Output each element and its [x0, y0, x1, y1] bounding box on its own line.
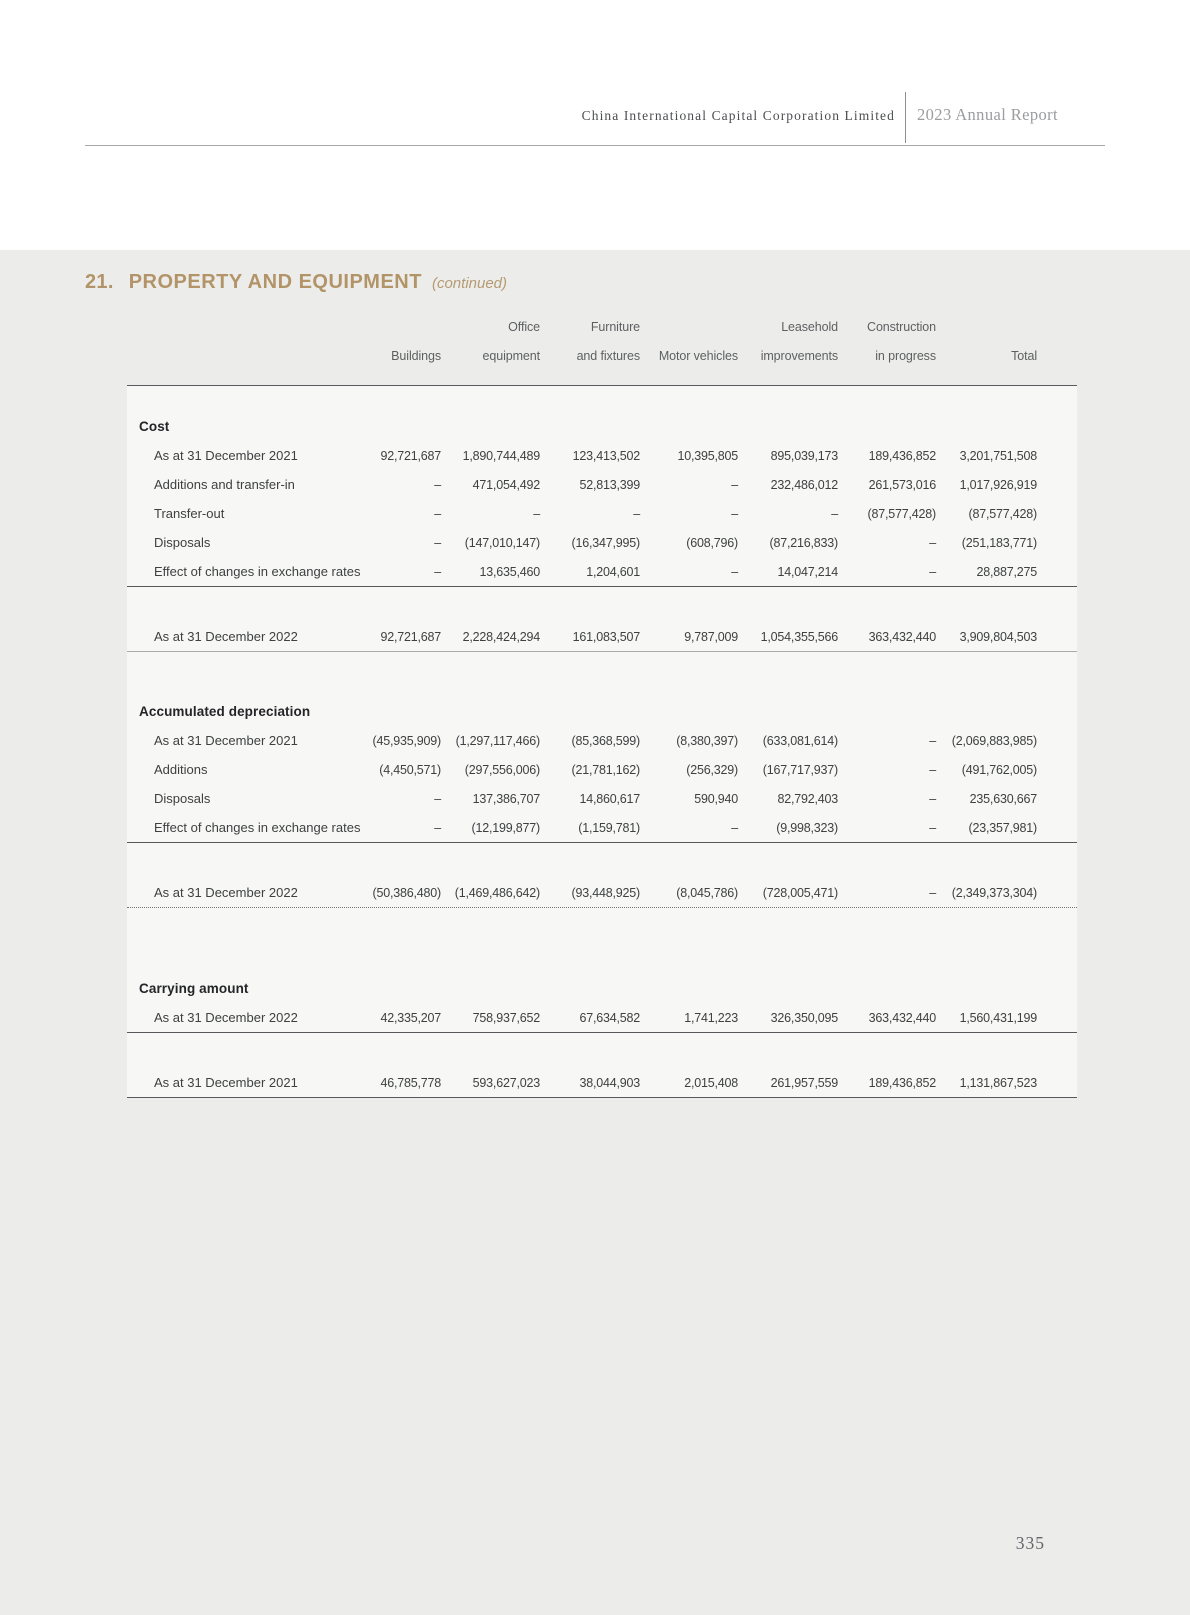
- cell-value: (2,069,883,985): [951, 733, 1037, 748]
- table-gap: [127, 587, 1077, 622]
- column-header-line1: [357, 312, 441, 341]
- cell-value: (87,216,833): [769, 535, 838, 550]
- row-label: Accumulated depreciation: [139, 704, 311, 719]
- cell-value: –: [731, 564, 738, 579]
- cell-value: 14,047,214: [777, 564, 838, 579]
- cell-value: –: [533, 506, 540, 521]
- table-row: [127, 528, 1037, 557]
- table-row: [127, 499, 1037, 528]
- cell-value: 3,201,751,508: [959, 448, 1037, 463]
- cell-value: –: [929, 885, 936, 900]
- column-header: [838, 312, 936, 370]
- table-body: [127, 386, 1077, 1098]
- cell-value: 363,432,440: [868, 629, 936, 644]
- column-header: [357, 312, 441, 370]
- cell-value: 1,131,867,523: [959, 1075, 1037, 1090]
- cell-value: 758,937,652: [472, 1010, 540, 1025]
- cell-value: (8,045,786): [676, 885, 738, 900]
- table-row: [127, 1003, 1037, 1032]
- cell-value: (8,380,397): [676, 733, 738, 748]
- row-label: Additions: [154, 762, 208, 777]
- cell-value: –: [731, 477, 738, 492]
- cell-value: 1,560,431,199: [959, 1010, 1037, 1025]
- cell-value: 46,785,778: [380, 1075, 441, 1090]
- table-row: [127, 726, 1037, 755]
- cell-value: 235,630,667: [969, 791, 1037, 806]
- row-label: As at 31 December 2022: [154, 629, 298, 644]
- column-header-line1: Furniture: [590, 319, 640, 334]
- table-row: [127, 470, 1037, 499]
- cell-value: (491,762,005): [961, 762, 1037, 777]
- cell-value: (1,469,486,642): [454, 885, 540, 900]
- cell-value: (256,329): [686, 762, 738, 777]
- cell-value: (633,081,614): [762, 733, 838, 748]
- cell-value: (251,183,771): [961, 535, 1037, 550]
- column-header-line2: in progress: [875, 348, 936, 363]
- cell-value: 14,860,617: [579, 791, 640, 806]
- column-header: [936, 312, 1037, 370]
- cell-value: 590,940: [694, 791, 738, 806]
- section-title-row: [127, 412, 1037, 441]
- cell-value: (167,717,937): [762, 762, 838, 777]
- column-header-line1: Leasehold: [781, 319, 838, 334]
- cell-value: 261,957,559: [770, 1075, 838, 1090]
- cell-value: 2,228,424,294: [462, 629, 540, 644]
- cell-value: –: [831, 506, 838, 521]
- section-heading: [85, 271, 507, 294]
- table-header: [127, 312, 1077, 386]
- cell-value: 13,635,460: [479, 564, 540, 579]
- cell-value: 92,721,687: [380, 629, 441, 644]
- column-header: [540, 312, 640, 370]
- table-gap: [127, 386, 1077, 412]
- company-name: China International Capital Corporation Limited: [581, 108, 895, 123]
- total-row: [127, 622, 1037, 651]
- cell-value: 1,204,601: [586, 564, 640, 579]
- column-header-line2: and fixtures: [576, 348, 640, 363]
- cell-value: (608,796): [686, 535, 738, 550]
- cell-value: 261,573,016: [868, 477, 936, 492]
- header-divider: [905, 92, 906, 143]
- cell-value: 52,813,399: [579, 477, 640, 492]
- cell-value: –: [929, 820, 936, 835]
- cell-value: 28,887,275: [976, 564, 1037, 579]
- section-title-row: [127, 697, 1037, 726]
- cell-value: (297,556,006): [464, 762, 540, 777]
- cell-value: (93,448,925): [571, 885, 640, 900]
- cell-value: –: [929, 791, 936, 806]
- cell-value: (50,386,480): [372, 885, 441, 900]
- row-label: Effect of changes in exchange rates: [154, 564, 361, 579]
- table-rule: [127, 1097, 1077, 1098]
- row-label: As at 31 December 2022: [154, 885, 298, 900]
- cell-value: (728,005,471): [762, 885, 838, 900]
- cell-value: –: [929, 535, 936, 550]
- cell-value: 2,015,408: [684, 1075, 738, 1090]
- section-title-row: [127, 974, 1037, 1003]
- row-label: Transfer-out: [154, 506, 225, 521]
- cell-value: –: [929, 564, 936, 579]
- cell-value: (1,297,117,466): [455, 733, 540, 748]
- cell-value: 38,044,903: [579, 1075, 640, 1090]
- column-header-line1: Office: [508, 319, 540, 334]
- cell-value: (21,781,162): [571, 762, 640, 777]
- row-label: As at 31 December 2022: [154, 1010, 298, 1025]
- table-gap: [127, 652, 1077, 697]
- cell-value: 42,335,207: [380, 1010, 441, 1025]
- cell-value: 189,436,852: [868, 1075, 936, 1090]
- column-header-line2: equipment: [482, 348, 540, 363]
- cell-value: 3,909,804,503: [959, 629, 1037, 644]
- total-row: [127, 878, 1037, 907]
- column-header-line2: Buildings: [391, 348, 441, 363]
- column-header: [441, 312, 540, 370]
- section-title: PROPERTY AND EQUIPMENT: [128, 271, 422, 293]
- column-header: [738, 312, 838, 370]
- cell-value: 1,890,744,489: [462, 448, 540, 463]
- column-header-line1: [640, 312, 738, 341]
- table-row: [127, 557, 1037, 586]
- cell-value: 232,486,012: [770, 477, 838, 492]
- row-label: Cost: [139, 419, 170, 434]
- table-gap: [127, 1033, 1077, 1068]
- cell-value: –: [434, 791, 441, 806]
- cell-value: 1,017,926,919: [959, 477, 1037, 492]
- cell-value: 92,721,687: [380, 448, 441, 463]
- row-label: Effect of changes in exchange rates: [154, 820, 361, 835]
- row-label: Additions and transfer-in: [154, 477, 295, 492]
- cell-value: 1,054,355,566: [760, 629, 838, 644]
- cell-value: 593,627,023: [472, 1075, 540, 1090]
- property-equipment-table: [127, 312, 1077, 1098]
- table-row: [127, 441, 1037, 470]
- cell-value: –: [633, 506, 640, 521]
- column-header-line1: Construction: [867, 319, 936, 334]
- cell-value: (23,357,981): [968, 820, 1037, 835]
- column-header-line2: Total: [1011, 348, 1037, 363]
- column-header: [640, 312, 738, 370]
- cell-value: 82,792,403: [777, 791, 838, 806]
- column-header-line2: improvements: [760, 348, 838, 363]
- table-gap: [127, 843, 1077, 878]
- header-label-spacer: [127, 312, 357, 370]
- table-row: [127, 755, 1037, 784]
- section-number: 21.: [85, 271, 114, 293]
- cell-value: (4,450,571): [379, 762, 441, 777]
- report-title: 2023 Annual Report: [917, 105, 1059, 124]
- cell-value: (12,199,877): [471, 820, 540, 835]
- cell-value: (16,347,995): [571, 535, 640, 550]
- section-continued-label: (continued): [431, 275, 508, 292]
- page-number: 335: [1015, 1533, 1045, 1553]
- row-label: Carrying amount: [139, 981, 249, 996]
- column-header-line1: [936, 312, 1037, 341]
- cell-value: –: [434, 820, 441, 835]
- row-label: As at 31 December 2021: [154, 733, 298, 748]
- cell-value: 9,787,009: [684, 629, 738, 644]
- cell-value: (85,368,599): [571, 733, 640, 748]
- cell-value: (87,577,428): [867, 506, 936, 521]
- cell-value: (1,159,781): [578, 820, 640, 835]
- cell-value: 326,350,095: [770, 1010, 838, 1025]
- cell-value: –: [434, 564, 441, 579]
- cell-value: (147,010,147): [464, 535, 540, 550]
- header-rule: [85, 145, 1105, 146]
- cell-value: (2,349,373,304): [951, 885, 1037, 900]
- cell-value: 189,436,852: [868, 448, 936, 463]
- column-header-line2: Motor vehicles: [658, 348, 738, 363]
- table-row: [127, 813, 1037, 842]
- cell-value: (87,577,428): [968, 506, 1037, 521]
- table-row: [127, 784, 1037, 813]
- row-label: Disposals: [154, 791, 211, 806]
- row-label: Disposals: [154, 535, 211, 550]
- cell-value: 1,741,223: [684, 1010, 738, 1025]
- cell-value: –: [731, 820, 738, 835]
- cell-value: (45,935,909): [372, 733, 441, 748]
- cell-value: –: [434, 506, 441, 521]
- cell-value: –: [929, 762, 936, 777]
- row-label: As at 31 December 2021: [154, 1075, 298, 1090]
- cell-value: 10,395,805: [677, 448, 738, 463]
- cell-value: 161,083,507: [572, 629, 640, 644]
- table-gap: [127, 908, 1077, 974]
- cell-value: 67,634,582: [579, 1010, 640, 1025]
- cell-value: –: [731, 506, 738, 521]
- cell-value: –: [929, 733, 936, 748]
- cell-value: 363,432,440: [868, 1010, 936, 1025]
- cell-value: 137,386,707: [472, 791, 540, 806]
- cell-value: 895,039,173: [770, 448, 838, 463]
- total-row: [127, 1068, 1037, 1097]
- cell-value: (9,998,323): [776, 820, 838, 835]
- row-label: As at 31 December 2021: [154, 448, 298, 463]
- cell-value: –: [434, 477, 441, 492]
- cell-value: –: [434, 535, 441, 550]
- cell-value: 471,054,492: [472, 477, 540, 492]
- cell-value: 123,413,502: [572, 448, 640, 463]
